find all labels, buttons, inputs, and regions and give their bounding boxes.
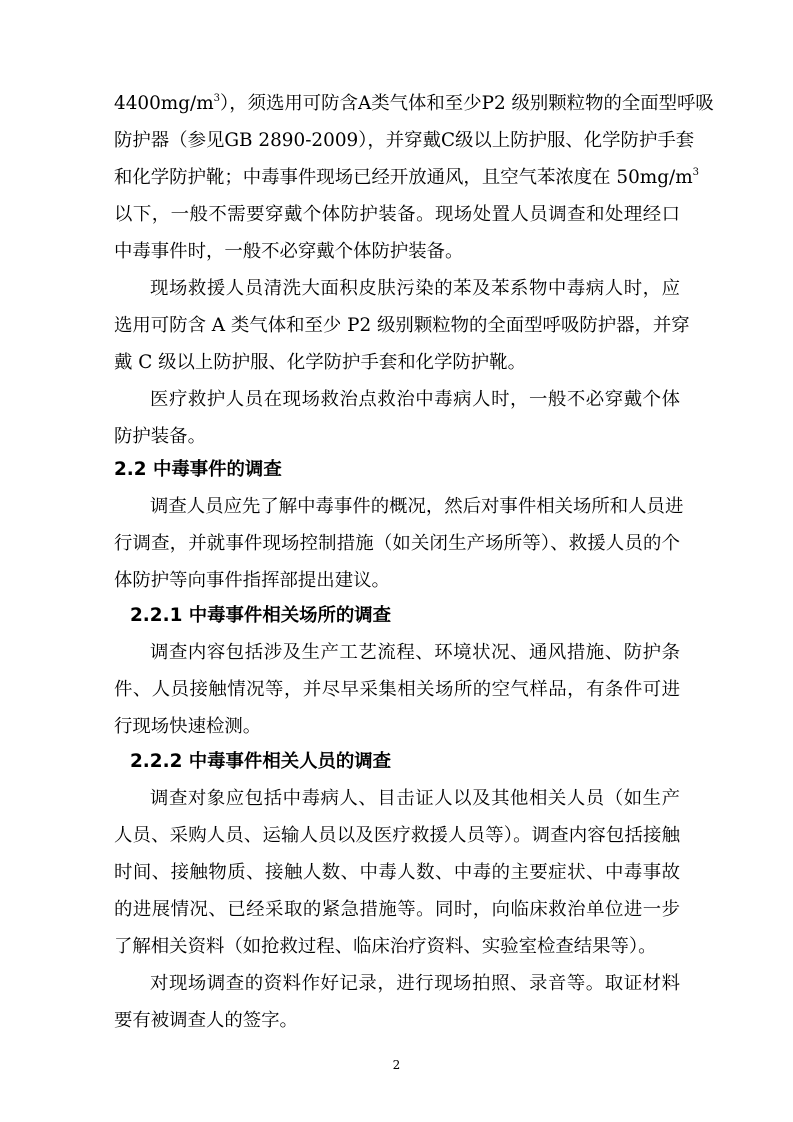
text-line: 要有被调查人的签字。	[114, 1010, 298, 1031]
text-line: 防护器（参见GB 2890-2009），并穿戴C级以上防护服、化学防护手套	[114, 130, 695, 151]
text-line: 件、人员接触情况等，并尽早采集相关场所的空气样品，有条件可进	[114, 679, 680, 700]
text-line: 以下，一般不需要穿戴个体防护装备。现场处置人员调查和处理经口	[114, 204, 680, 225]
text-line: 人员、采购人员、运输人员以及医疗救援人员等）。调查内容包括接触	[114, 825, 680, 846]
text-line: 现场救援人员清洗大面积皮肤污染的苯及苯系物中毒病人时，应	[150, 278, 680, 299]
text-line: 行现场快速检测。	[114, 716, 262, 737]
text-line: 防护装备。	[114, 426, 206, 447]
section-heading: 2.2 中毒事件的调查	[114, 459, 282, 480]
text-line: 调查对象应包括中毒病人、目击证人以及其他相关人员（如生产	[150, 788, 680, 809]
text-line: 和化学防护靴；中毒事件现场已经开放通风，且空气苯浓度在 $50mg/m^3$	[114, 167, 700, 188]
subsection-heading: 2.2.1 中毒事件相关场所的调查	[130, 605, 392, 626]
text-line: 中毒事件时，一般不必穿戴个体防护装备。	[114, 241, 464, 262]
text-line: 了解相关资料（如抢救过程、临床治疗资料、实验室检查结果等）。	[114, 936, 657, 957]
text-line: 体防护等向事件指挥部提出建议。	[114, 570, 390, 591]
text-line: 时间、接触物质、接触人数、中毒人数、中毒的主要症状、中毒事故	[114, 862, 680, 883]
text-line: 调查内容包括涉及生产工艺流程、环境状况、通风措施、防护条	[150, 642, 680, 663]
page-number: 2	[392, 1058, 401, 1072]
text-line: 医疗救护人员在现场救治点救治中毒病人时，一般不必穿戴个体	[150, 389, 680, 410]
subsection-heading: 2.2.2 中毒事件相关人员的调查	[130, 751, 392, 772]
text-line: 戴 C 级以上防护服、化学防护手套和化学防护靴。	[114, 352, 526, 373]
text-line: 选用可防含 A 类气体和至少 P2 级别颗粒物的全面型呼吸防护器，并穿	[114, 315, 690, 336]
text-line: 对现场调查的资料作好记录，进行现场拍照、录音等。取证材料	[150, 973, 680, 994]
text-line: 行调查，并就事件现场控制措施（如关闭生产场所等）、救援人员的个	[114, 533, 680, 554]
text-line: 调查人员应先了解中毒事件的概况，然后对事件相关场所和人员进	[150, 496, 684, 517]
text-line: 的进展情况、已经采取的紧急措施等。同时，向临床救治单位进一步	[114, 899, 680, 920]
text-line: $4400mg/m^3$），须选用可防含A类气体和至少P2 级别颗粒物的全面型呼吸	[114, 93, 714, 114]
